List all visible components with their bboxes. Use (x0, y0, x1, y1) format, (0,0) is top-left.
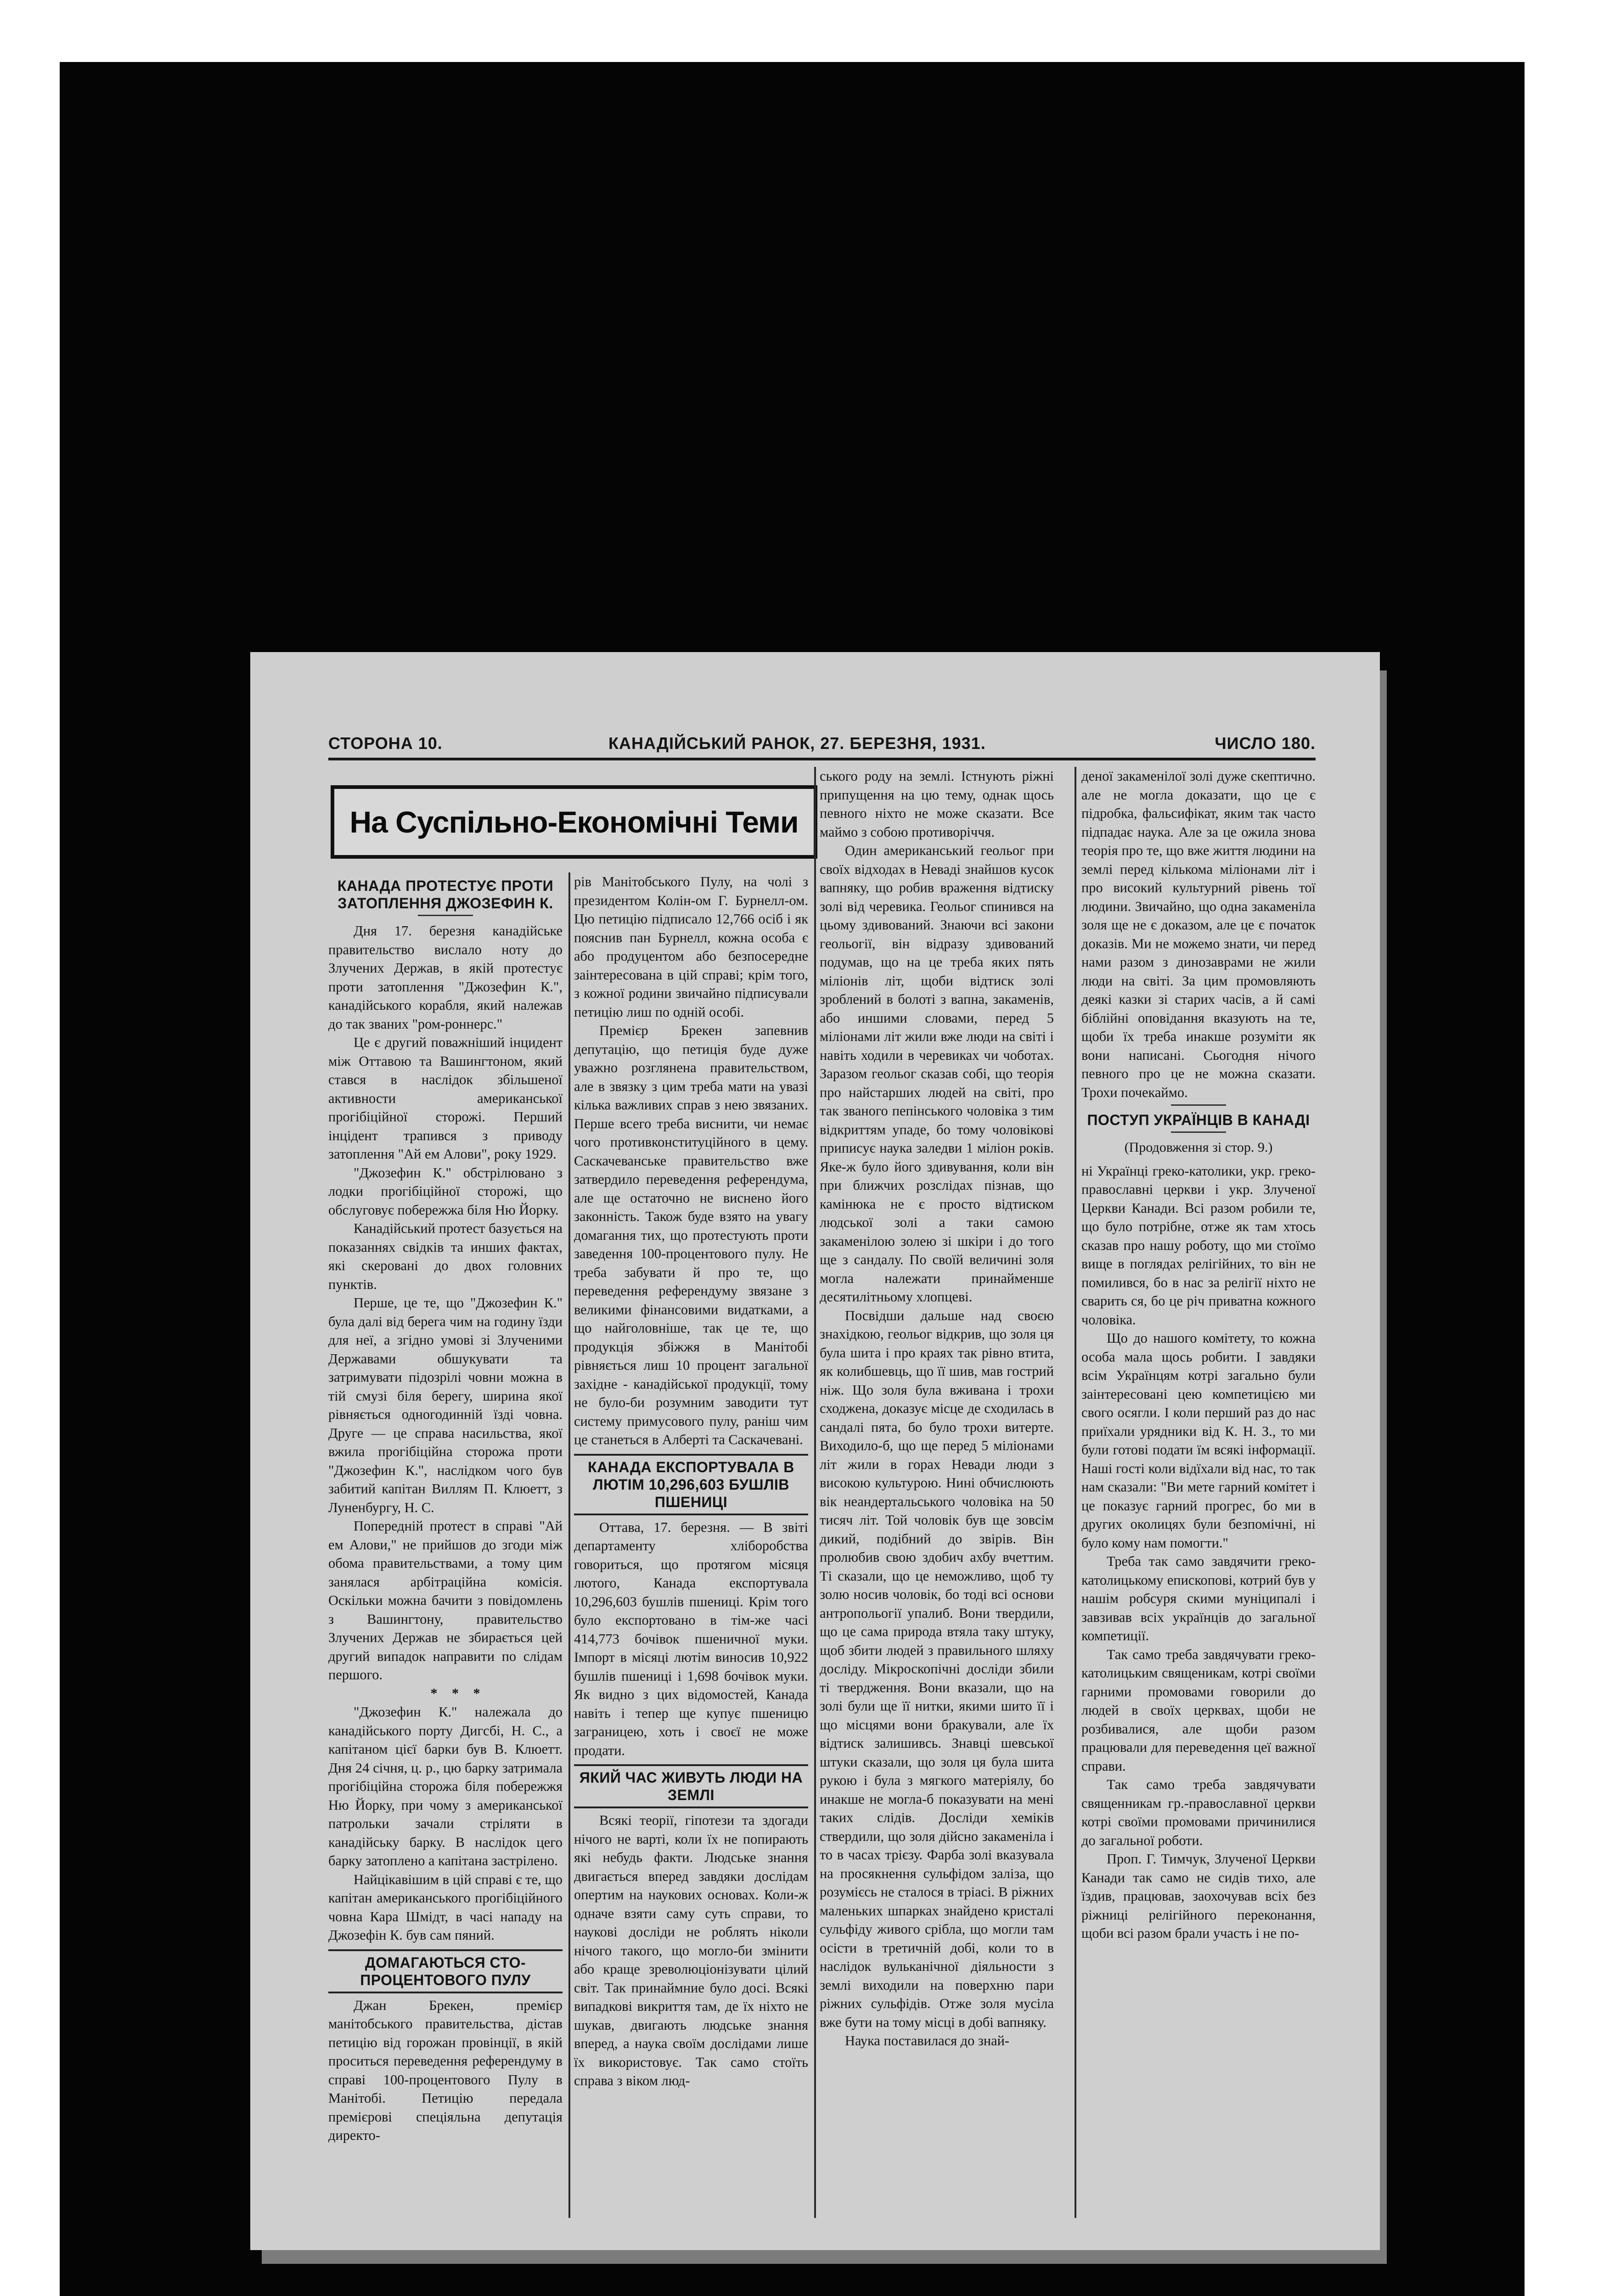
column-rule (814, 767, 816, 2218)
page-number: СТОРОНА 10. (328, 734, 443, 753)
issue-number: ЧИСЛО 180. (1215, 734, 1316, 753)
article-paragraph: Так само треба завдячувати греко-католицьким священикам, котрі своїми гарними промовами говорили до людей в своїх церквах, щоби не розбивалися, але щоби разом працювали для переведення цеї важної справи. (1081, 1646, 1316, 1774)
article-paragraph: рів Манітобського Пулу, на чолі з президентом Колін-ом Г. Бурнелл-ом. Цю петицію підписало 12,766 осіб і як пояснив пан Бурнелл, кожна особа є або продуцентом або безпосередне заінтересована в цій справі; крім того, з кожної родини звичайно підписували петицію лиш по одній особі. (574, 874, 808, 1020)
column-rule (1075, 767, 1076, 2218)
continuation-note: (Продовження зі стор. 9.) (1124, 1140, 1273, 1155)
article-paragraph: ського роду на землі. Істнують ріжні припущення на цю тему, однак щось певного ніхто не може сказати. Все маймо з собою противоріччя. (820, 768, 1054, 840)
column-rule (568, 872, 570, 2218)
article-paragraph: "Джозефин К." обстрілювано з лодки прогібіційної сторожі, що обслуговує побережжа біля Ню Йорку. (328, 1165, 563, 1218)
column-4 (1081, 767, 1316, 2218)
article-paragraph: Оттава, 17. березня. — В звіті департаменту хліборобства говориться, що протягом місяця лютого, Канада експортувала 10,296,603 бушлів пшениці. Крім того було експортовано в тім-же часі 414,773 бочівок пшеничної муки. Імпорт в місяці лютім виносив 10,922 бушлів пшениці і 1,698 бочівок муки. Як видно з цих відомостей, Канада навіть і тепер ще купує пшеницю заграницею, хоть і своєї не може продати. (574, 1519, 808, 1758)
article-paragraph: деної закаменілої золі дуже скептично. але не могла доказати, що це є підробка, фальсифікат, яким так часто підпадає наука. Але за це ожила знова теорія про те, що вже життя людини на землі перед кількома міліонами літ і про високий культурний рівень тої людини. Звичайно, що одна закаменіла золя ще не є доказом, але це є початок доказів. Ми не можемо знати, чи перед нами разом з динозаврами не жили люди на світі. За цим промовляють деякі казки зі старих часів, а й самі біблійні оповідання вказують на те, щоби їх треба инакше розуміти як вони написані. Сьогодня нічого певного про це не можна сказати. Трохи почекаймо. (1081, 768, 1316, 1100)
column-3 (820, 767, 1054, 2218)
newspaper-page (250, 652, 1380, 2250)
article-paragraph: Посвідши дальше над своєю знахідкою, геольог відкрив, що золя ця була шита і про краях так рівно втита, як колибшевць, що її шив, мав гострий ніж. Що золя була вживана і трохи сходжена, доказує місце де сходилась в сандалі пята, бо було трохи витерте. Виходило-б, що ще перед 5 міліонами літ жили в горах Невади люди з високою культурою. Нині обчислюють вік неандертальського чоловіка на 50 тисяч літ. Той чоловік був ще зовсім дикий, подібний до звірів. Він пролюбив свою здобич ахбу вчеттим. Ті сказали, що це неможливо, щоб ту золю носив чоловік, бо тоді всі основи антропольогії упалиб. Вони твердили, що це сама природа втяла таку штуку, щоб збити людей з правильного шляху досліду. Мікроскопічні досліди збили ті твердження. Вони вказали, що на золі були ще її нитки, якими шито її і що місцями вони бракували, але їх відтиск залишивсь. Знавці шевської штуки сказали, що золя ця була шита рукою і була з мягкого матеріялу, бо инакше не могла-б показувати на мені таких слідів. Досліди хеміків ствердили, що золя дійсно закаменіла і то в часах трієзу. Фарба золі вказувала на просякнення сульфідом заліза, що розумієсь не сталося в тріасі. В ріжних маленьких шпарках знайдено кристалі сульфіду живого срібла, що могли там осісти в третичній добі, коли то в наслідок вульканічної діяльности з землі виходили на поверхню пари ріжних сульфідів. Отже золя мусіла вже бути на тому місці в добі вапняку. (820, 1307, 1054, 2030)
divider (1171, 1131, 1226, 1133)
article-headline: ЯКИЙ ЧАС ЖИВУТЬ ЛЮДИ НА ЗЕМЛІ (574, 1764, 808, 1808)
article-paragraph: Наука поставилася до знай- (845, 2033, 1010, 2048)
article-paragraph: Треба так само завдячити греко-католицькому епископові, котрий був у нашім робсуря скими муніципалі і завзивав всіх українців до загальної компетиції. (1081, 1553, 1316, 1643)
article-paragraph: Всякі теорії, гіпотези та здогади нічого не варті, коли їх не попирають які небудь факти. Людське знання двигається вперед завдяки дослідам опертим на наукових основах. Коли-ж одначе взяти саму суть справи, то наукові досліди не роблять ніколи нічого такого, що могло-би змінити або краще зреволюціонізувати цілий світ. Так принаймние було досі. Всякі випадкові викриття там, де їх ніхто не шукав, двигають людське знання вперед, а наука своїм дослідами лише їх використовує. Так само стоїть справа з віком люд- (574, 1812, 808, 2088)
column-1 (328, 872, 563, 2218)
article-paragraph: ні Українці греко-католики, укр. греко-православні церкви і укр. Злученої Церкви Канади. Всі разом робили те, що було потрібне, отже як там хтось сказав про нашу роботу, що ми стоїмо вище в поглядах релігійних, то він не помилився, бо в нас за релігії ніхто не сварить ся, бо це річ приватна кожного чоловіка. (1081, 1163, 1316, 1328)
article-paragraph: Перше, це те, що "Джозефин К." була далі від берега чим на годину їзди для неї, а згідно умові зі Злученими Державами обшукувати та затримувати підозрілі човни можна в тій смузі біля берегу, ширина якої рівняється одногодинній їзді човна. Друге — це справа насильства, якої вжила прогібіційна сторожа проти "Джозефин К.", наслідком чого був забитий капітан Виллям П. Клюетт, з Луненбургу, Н. С. (328, 1295, 563, 1515)
paper-title-date: КАНАДІЙСЬКИЙ РАНОК, 27. БЕРЕЗНЯ, 1931. (608, 734, 986, 753)
article-paragraph: Один американський геольог при своїх відходах в Неваді знайшов кусок вапняку, що робив враження відтиску золі від черевика. Геольог спинився на цьому здивований. Знаючи всі закони геольогії, він відразу здивований подумав, що на це треба яких пять міліонів літ, щоби відтиск золі зроблений в болоті з вапна, закаменів, або иншими словами, перед 5 міліонами літ жили вже люди на світі і навіть ходили в черевиках чи чоботах. Заразом геольог сказав собі, що теорія про найстарших людей на світі, про так званого пепінського чоловіка з тим відкриттям упаде, бо тому чоловікові приписує наука заледви 1 міліон років. Яке-ж було його здивування, коли він при ближчих розслідах пізнав, що камінюка не є просто відтиском людської золі а таки самою закаменілою золею зі шкіри і до того ще з сандалу. По своїй величині золя могла належати принайменше десятилітньому хлопцеві. (820, 843, 1054, 1305)
article-paragraph: Що до нашого комітету, то кожна особа мала щось робити. І завдяки всім Українцям котрі загально були заінтересовані цею компетицією ми свого осягли. І коли перший раз до нас приїхали урядники від К. Н. З., то ми були готові подати їм всякі інформації. Наші гості коли відїхали від нас, то так нам сказали: "Ви мете гарний комітет і це показує гарний прогрес, бо ми в других околицях були безпомічні, ні було кому нам помогти." (1081, 1330, 1316, 1551)
column-2 (574, 872, 808, 2218)
article-paragraph: Так само треба завдячувати священникам гр.-православної церкви котрі своїми промовами причинилися до загальної роботи. (1081, 1777, 1316, 1848)
article-paragraph: Це є другий поважніший інцидент між Оттавою та Вашингтоном, який стався в наслідок збільшеної активности американської прогібіційної сторожі. Перший інцідент трапився з приводу затоплення "Ай ем Алови", року 1929. (328, 1035, 563, 1162)
article-headline: ПОСТУП УКРАЇНЦІВ В КАНАДІ (1087, 1112, 1310, 1128)
header-rule (328, 758, 1316, 760)
article-headline: ДОМАГАЮТЬСЯ СТО-ПРОЦЕНТОВОГО ПУЛУ (328, 1949, 563, 1993)
article-paragraph: Канадійський протест базується на показаннях свідків та инших фактах, які скеровані до двох головних пунктів. (328, 1221, 563, 1292)
article-paragraph: Проп. Г. Тимчук, Злученої Церкви Канади так само не сидів тихо, але їздив, працював, заохочував всіх без ріжниці релігійного переконання, щоби всі разом брали участь і не по- (1081, 1851, 1316, 1941)
article-paragraph: Найцікавішим в цій справі є те, що капітан американського прогібіційного човна Кара Шмідт, в часі нападу на Джозефін К. був сам пяний. (328, 1871, 563, 1943)
article-paragraph: Попередній протест в справі "Ай ем Алови," не прийшов до згоди між обома правительствами, а тому цим занялася арбітраційна комісія. Оскільки можна бачити з повідомлень з Вашингтону, правительство Злучених Держав не збирається цей другий випадок направити по слідам першого. (328, 1518, 563, 1683)
running-header (328, 734, 1316, 761)
article-headline: КАНАДА ЕКСПОРТУВАЛА В ЛЮТІМ 10,296,603 БУШЛІВ ПШЕНИЦІ (574, 1454, 808, 1515)
divider (1171, 1104, 1226, 1106)
article-paragraph: Дня 17. березня канадійське правительство вислало ноту до Злучених Держав, в якій протестує проти затоплення "Джозефин К.", канадійського корабля, який належав до так званих "ром-роннерс." (328, 923, 563, 1032)
article-paragraph: "Джозефин К." належала до канадійського порту Дигсбі, Н. С., а капітаном цієї барки був В. Клюетт. Дня 24 січня, ц. р., цю барку затримала прогібіційна сторожа біля побережжя Ню Йорку, при чому з американської патрольки зачали стріляти в канадійську барку. В наслідок цего барку затоплено а капітана застрілено. (328, 1704, 563, 1868)
section-banner (331, 785, 817, 859)
article-paragraph: Джан Брекен, премієр манітобського правительства, дістав петицію від горожан провінції, в якій проситься переведення референдуму в справі 100-процентового Пулу в Манітобі. Петицію передала премієрові спеціяльна депутація директо- (328, 1997, 563, 2143)
section-banner-title: На Суспільно-Економічні Теми (349, 805, 799, 839)
section-break: * * * (430, 1685, 486, 1701)
article-headline: КАНАДА ПРОТЕСТУЄ ПРОТИ ЗАТОПЛЕННЯ ДЖОЗЕФИН К. (337, 878, 554, 912)
divider (418, 915, 473, 916)
article-paragraph: Премієр Брекен запевнив депутацію, що петиція буде дуже уважно розглянена правительством, але в звязку з цим треба мати на увазі кілька важливих справ з нею звязаних. Перше всего треба виснити, чи немає чого противконституційного в цему. Саскачеванське правительство вже затвердило переведення референдума, але ще остаточно не виснено його законність. Також буде взято на увагу домагання тих, що протестують проти заведення 100-процентового пулу. Не треба забувати й про те, що переведення референдуму звязане з великими фінансовими видатками, а що найголовніше, так це те, що продукція збіжжя в Манітобі рівняється лиш 10 процент загальної західне - канадійської продукції, тому не було-би розумним заводити тут систему примусового пулу, раніш чим це станеться в Алберті та Саскачевані. (574, 1023, 808, 1447)
